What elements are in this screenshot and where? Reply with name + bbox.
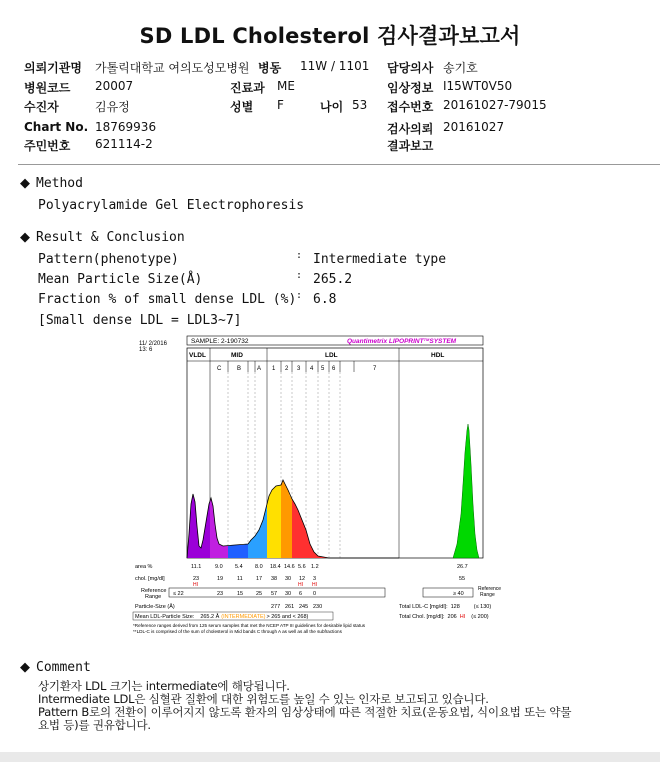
field-label: 수진자: [24, 100, 59, 114]
svg-text:23: 23: [217, 591, 224, 597]
comment-heading: ◆ Comment: [20, 660, 91, 675]
field-label: 결과보고: [387, 139, 434, 153]
field-label: 진료과: [230, 81, 265, 95]
svg-text:230: 230: [313, 604, 323, 610]
band-label-7: 7: [373, 366, 377, 372]
field-value: 20007: [95, 79, 134, 93]
field-value: I15WT0V50: [443, 79, 513, 93]
mean-size: Mean LDL-Particle Size: 265.2 Å (INTERMEDIATE)> 265 and < 268): [135, 614, 309, 620]
svg-text:25: 25: [256, 591, 263, 597]
field-label: 병동: [258, 61, 282, 75]
particle-row-label: Particle-Size (Å): [135, 604, 175, 610]
band-label-5: 5: [321, 366, 325, 372]
svg-text:6: 6: [299, 591, 303, 597]
svg-text:18.4: 18.4: [270, 564, 281, 570]
chol-row-label: chol. [mg/dl]: [135, 576, 165, 582]
svg-text:261: 261: [285, 604, 295, 610]
field-value: 53: [352, 98, 368, 112]
sample-id: SAMPLE: 2-190732: [191, 338, 249, 345]
band-label-4: 4: [310, 366, 314, 372]
band-label-2: 2: [285, 366, 289, 372]
field-value: 18769936: [95, 120, 157, 134]
field-label: 검사의뢰: [387, 122, 434, 136]
small-dense-note: [Small dense LDL = LDL3~7]: [38, 313, 242, 328]
band-label-b: B: [237, 366, 242, 372]
header-row-2: [0, 79, 660, 95]
svg-text:5.4: 5.4: [235, 564, 243, 570]
header-row-3: [0, 98, 660, 114]
header-row-5: [0, 137, 660, 153]
result-heading: ◆ Result & Conclusion: [20, 230, 185, 245]
band-group-vldl: VLDL: [189, 352, 206, 359]
diamond-bullet-icon: ◆: [20, 230, 30, 245]
svg-text:23: 23: [193, 576, 200, 582]
svg-text:57: 57: [271, 591, 278, 597]
svg-text:19: 19: [217, 576, 224, 582]
svg-text:5.6: 5.6: [298, 564, 306, 570]
svg-text:277: 277: [271, 604, 281, 610]
field-label: 병원코드: [24, 81, 71, 95]
svg-text:HI: HI: [298, 582, 303, 588]
comment-line: 상기환자 LDL 크기는 intermediate에 해당됩니다.: [38, 679, 290, 693]
result-value: Intermediate type: [313, 252, 447, 267]
svg-text:17: 17: [256, 576, 263, 582]
page-bottom-strip: [0, 752, 660, 762]
band-label-3: 3: [297, 366, 301, 372]
svg-text:HI: HI: [193, 582, 198, 588]
band-label-6: 6: [332, 366, 336, 372]
svg-text:30: 30: [285, 576, 292, 582]
field-value: F: [277, 98, 284, 112]
header-row-1: [0, 59, 660, 75]
result-sep: :: [296, 290, 303, 301]
svg-text:9.0: 9.0: [215, 564, 223, 570]
svg-text:15: 15: [237, 591, 244, 597]
svg-text:8.0: 8.0: [255, 564, 263, 570]
result-label: Mean Particle Size(Å): [38, 272, 203, 287]
svg-text:38: 38: [271, 576, 278, 582]
method-text: Polyacrylamide Gel Electrophoresis: [38, 198, 305, 213]
comment-line: 요법 등)를 권유합니다.: [38, 718, 151, 732]
band-group-mid: MID: [231, 352, 243, 359]
field-value: 가톨릭대학교 여의도성모병원: [95, 61, 250, 75]
comment-line: Intermediate LDL은 심혈관 질환에 대한 위험도를 높일 수 있는 인자로 보고되고 있습니다.: [38, 692, 489, 706]
svg-text:12: 12: [299, 576, 306, 582]
field-value: 송기호: [443, 61, 478, 75]
field-value: 11W / 1101: [300, 59, 370, 73]
result-sep: :: [296, 250, 303, 261]
chart-time: 13: 6: [139, 347, 153, 353]
band-label-a: A: [257, 366, 262, 372]
svg-text:30: 30: [285, 591, 292, 597]
svg-text:1.2: 1.2: [311, 564, 319, 570]
ref-label-2: Range: [145, 594, 162, 600]
field-value: 20161027: [443, 120, 505, 134]
svg-text:55: 55: [459, 576, 466, 582]
svg-text:HI: HI: [312, 582, 317, 588]
field-label: 담당의사: [387, 61, 434, 75]
ref-right-1: Reference: [478, 586, 502, 592]
band-label-c: C: [217, 366, 222, 372]
diamond-bullet-icon: ◆: [20, 176, 30, 191]
field-value: 621114-2: [95, 137, 153, 151]
ref-label-1: Reference: [141, 588, 167, 594]
field-value: 20161027-79015: [443, 98, 547, 112]
lipoprint-chart: [131, 334, 502, 636]
svg-text:245: 245: [299, 604, 309, 610]
svg-text:11: 11: [237, 576, 243, 582]
field-label: 나이: [320, 100, 344, 114]
area-row-label: area %: [135, 564, 153, 570]
svg-text:≥ 40: ≥ 40: [453, 591, 464, 597]
svg-text:0: 0: [313, 591, 317, 597]
total-ldlc: Total LDL-C [mg/dl]: 128 (≤ 130): [399, 604, 492, 610]
chart-footnote-1: *Reference ranges derived from 125 serum samples that met the NCEP ATP III guidelines for desirable lipid status: [133, 623, 366, 628]
field-value: ME: [277, 79, 295, 93]
brand-logo: Quantimetrix LIPOPRINT™SYSTEM: [347, 337, 457, 345]
band-label-1: 1: [272, 366, 276, 372]
field-label: 성별: [230, 100, 254, 114]
band-group-ldl: LDL: [325, 352, 338, 359]
svg-text:26.7: 26.7: [457, 564, 468, 570]
ref-right-2: Range: [480, 592, 495, 598]
svg-text:≤ 22: ≤ 22: [173, 591, 184, 597]
result-value: 6.8: [313, 292, 337, 307]
field-label: 의뢰기관명: [24, 61, 82, 75]
chart-footnote-2: **LDL-C is comprised of the sum of cholesterol in Mid bands C through A as well as all the subfractions: [133, 629, 342, 634]
field-label: 접수번호: [387, 100, 434, 114]
total-chol: Total Chol. [mg/dl]: 206 HI (≤ 200): [399, 614, 489, 620]
field-label: Chart No.: [24, 120, 89, 134]
header-divider: [18, 164, 660, 165]
mid-b-peak: [228, 544, 248, 558]
field-label: 주민번호: [24, 139, 71, 153]
result-label: Fraction % of small dense LDL (%): [38, 292, 297, 307]
band-group-hdl: HDL: [431, 352, 445, 359]
result-label: Pattern(phenotype): [38, 252, 179, 267]
result-sep: :: [296, 270, 303, 281]
svg-text:3: 3: [313, 576, 317, 582]
result-value: 265.2: [313, 272, 353, 287]
report-title: SD LDL Cholesterol 검사결과보고서: [139, 24, 521, 48]
svg-text:14.6: 14.6: [284, 564, 295, 570]
method-heading: ◆ Method: [20, 176, 83, 191]
diamond-bullet-icon: ◆: [20, 660, 30, 675]
svg-text:11.1: 11.1: [191, 564, 202, 570]
field-label: 임상정보: [387, 81, 434, 95]
header-row-4: [0, 120, 660, 136]
field-value: 김유정: [95, 100, 130, 114]
comment-line: Pattern B로의 전환이 이루어지지 않도록 환자의 임상상태에 따른 적절한 치료(운동요법, 식이요법 또는 약물: [38, 705, 572, 719]
chart-date: 11/ 2/2016: [139, 341, 167, 347]
